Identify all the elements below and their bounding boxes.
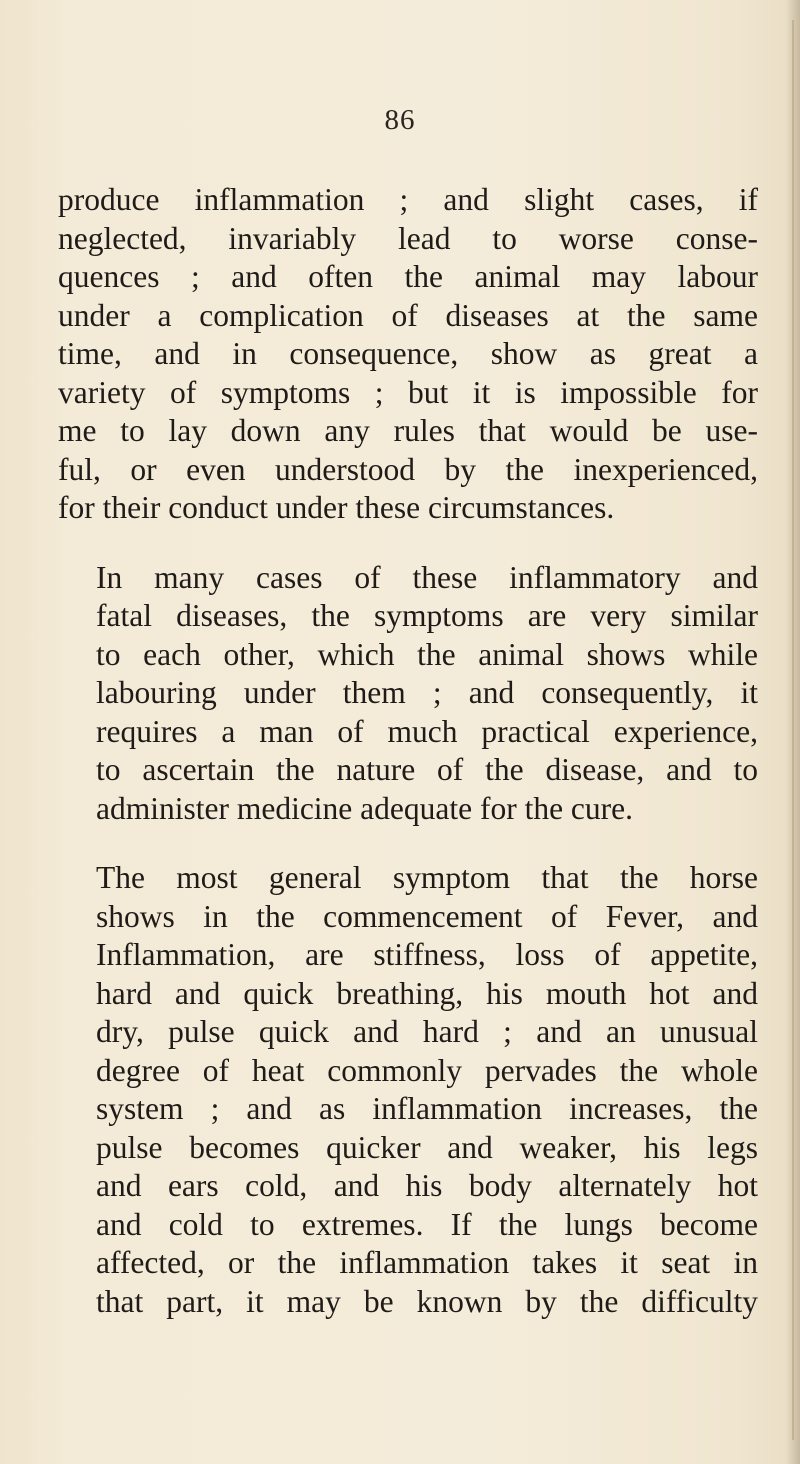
text-line: dry, pulse quick and hard ; and an unusual — [96, 1014, 758, 1049]
text-line: In many cases of these inflammatory and — [96, 559, 758, 595]
text-line: pulse becomes quicker and weaker, his legs — [96, 1129, 758, 1165]
text-line: and ears cold, and his body alternately hot — [96, 1168, 758, 1203]
text-line: ful, or even understood by the inexperienced, — [58, 451, 758, 487]
text-line: to ascertain the nature of the disease, and to — [96, 752, 758, 787]
text-line: degree of heat commonly pervades the whole — [96, 1052, 758, 1088]
text-line: that part, it may be known by the difficulty — [96, 1283, 758, 1319]
text-line: under a complication of diseases at the same — [58, 297, 758, 333]
text-line: system ; and as inflammation increases, the — [96, 1091, 758, 1126]
text-line: me to lay down any rules that would be use- — [58, 413, 758, 448]
text-line: affected, or the inflammation takes it seat in — [96, 1245, 758, 1280]
text-line: administer medicine adequate for the cure. — [96, 790, 634, 826]
body-text — [58, 181, 758, 1321]
text-line: variety of symptoms ; but it is impossible for — [58, 374, 758, 410]
text-line: Inflammation, are stiffness, loss of appetite, — [96, 937, 758, 972]
paragraph — [58, 859, 758, 1321]
text-line: fatal diseases, the symptoms are very similar — [96, 598, 758, 633]
text-line: shows in the commencement of Fever, and — [96, 898, 758, 934]
text-line: for their conduct under these circumstances. — [58, 490, 615, 525]
text-line: to each other, which the animal shows while — [96, 636, 758, 672]
text-line: time, and in consequence, show as great a — [58, 336, 758, 371]
text-line: hard and quick breathing, his mouth hot and — [96, 975, 758, 1011]
page-number: 86 — [384, 104, 416, 136]
text-line: quences ; and often the animal may labour — [58, 259, 758, 294]
text-line: requires a man of much practical experience, — [96, 713, 758, 749]
text-line: neglected, invariably lead to worse conse- — [58, 220, 758, 256]
text-line: The most general symptom that the horse — [96, 860, 758, 895]
text-line: labouring under them ; and consequently, it — [96, 675, 758, 710]
page-edge-line — [792, 20, 794, 1440]
paragraph — [58, 559, 758, 829]
paragraph — [58, 181, 758, 528]
text-line: produce inflammation ; and slight cases, if — [58, 182, 758, 217]
text-line: and cold to extremes. If the lungs become — [96, 1206, 758, 1242]
